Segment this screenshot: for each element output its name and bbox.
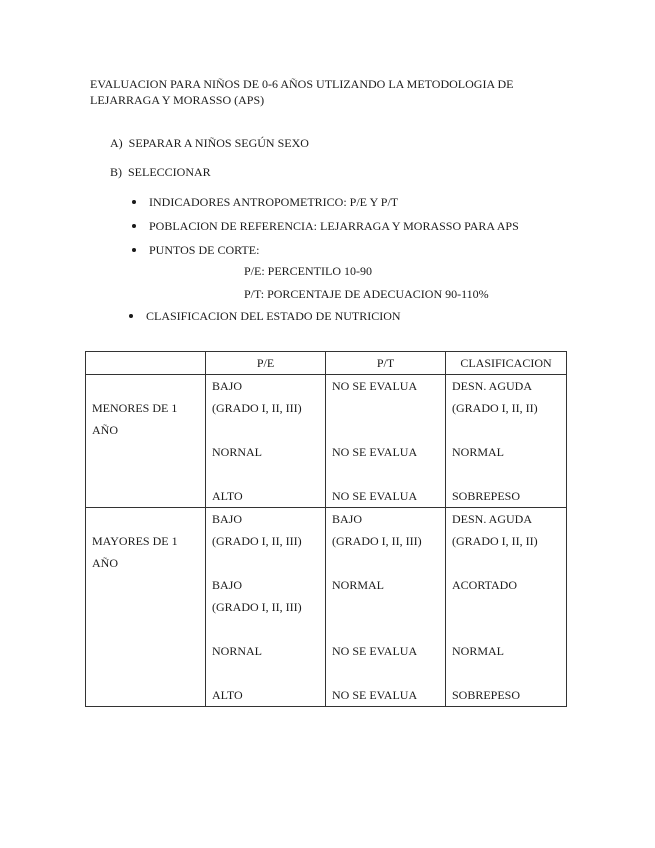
step-a <box>110 136 309 151</box>
step-a-marker: A) <box>110 136 123 150</box>
document-title-line-2: LEJARRAGA Y MORASSO (APS) <box>90 93 265 107</box>
header-cell-empty <box>86 352 206 375</box>
bullet-poblacion: POBLACION DE REFERENCIA: LEJARRAGA Y MORASSO PARA APS <box>149 219 519 233</box>
header-cell-pt: P/T <box>326 352 446 375</box>
bullet-icon <box>129 314 133 318</box>
bullet-icon <box>132 224 136 228</box>
bullet-icon <box>132 200 136 204</box>
table-header-row <box>86 352 567 375</box>
pe-cell: BAJO (GRADO I, II, III) NORNAL ALTO <box>206 375 326 508</box>
group-label-menores: MENORES DE 1 AÑO <box>86 375 206 508</box>
clasificacion-cell: DESN. AGUDA (GRADO I, II, II) ACORTADO NORMAL SOBREPESO <box>446 508 567 707</box>
header-cell-pe: P/E <box>206 352 326 375</box>
group-label-mayores: MAYORES DE 1 AÑO <box>86 508 206 707</box>
header-cell-clasificacion: CLASIFICACION <box>446 352 567 375</box>
step-b <box>110 165 211 180</box>
table-row-group-menores <box>86 375 567 508</box>
step-a-text: SEPARAR A NIÑOS SEGÚN SEXO <box>128 136 309 150</box>
pe-cell: BAJO (GRADO I, II, III) BAJO (GRADO I, II, III) NORNAL ALTO <box>206 508 326 707</box>
pt-cell: NO SE EVALUA NO SE EVALUA NO SE EVALUA <box>326 375 446 508</box>
clasificacion-cell: DESN. AGUDA (GRADO I, II, II) NORMAL SOBREPESO <box>446 375 567 508</box>
bullet-indicadores: INDICADORES ANTROPOMETRICO: P/E Y P/T <box>149 195 399 209</box>
bullet-puntos-corte: PUNTOS DE CORTE: <box>149 243 260 257</box>
step-b-text: SELECCIONAR <box>128 165 211 179</box>
step-b-marker: B) <box>110 165 122 179</box>
pt-cell: BAJO (GRADO I, II, III) NORMAL NO SE EVALUA NO SE EVALUA <box>326 508 446 707</box>
document-title-line-1: EVALUACION PARA NIÑOS DE 0-6 AÑOS UTLIZANDO LA METODOLOGIA DE <box>90 77 514 91</box>
bullet-icon <box>132 248 136 252</box>
bullet-clasificacion: CLASIFICACION DEL ESTADO DE NUTRICION <box>146 309 401 323</box>
cutoff-pe: P/E: PERCENTILO 10-90 <box>244 264 372 278</box>
table-row-group-mayores <box>86 508 567 707</box>
cutoff-pt: P/T: PORCENTAJE DE ADECUACION 90-110% <box>244 287 489 301</box>
nutrition-classification-table <box>85 351 567 707</box>
